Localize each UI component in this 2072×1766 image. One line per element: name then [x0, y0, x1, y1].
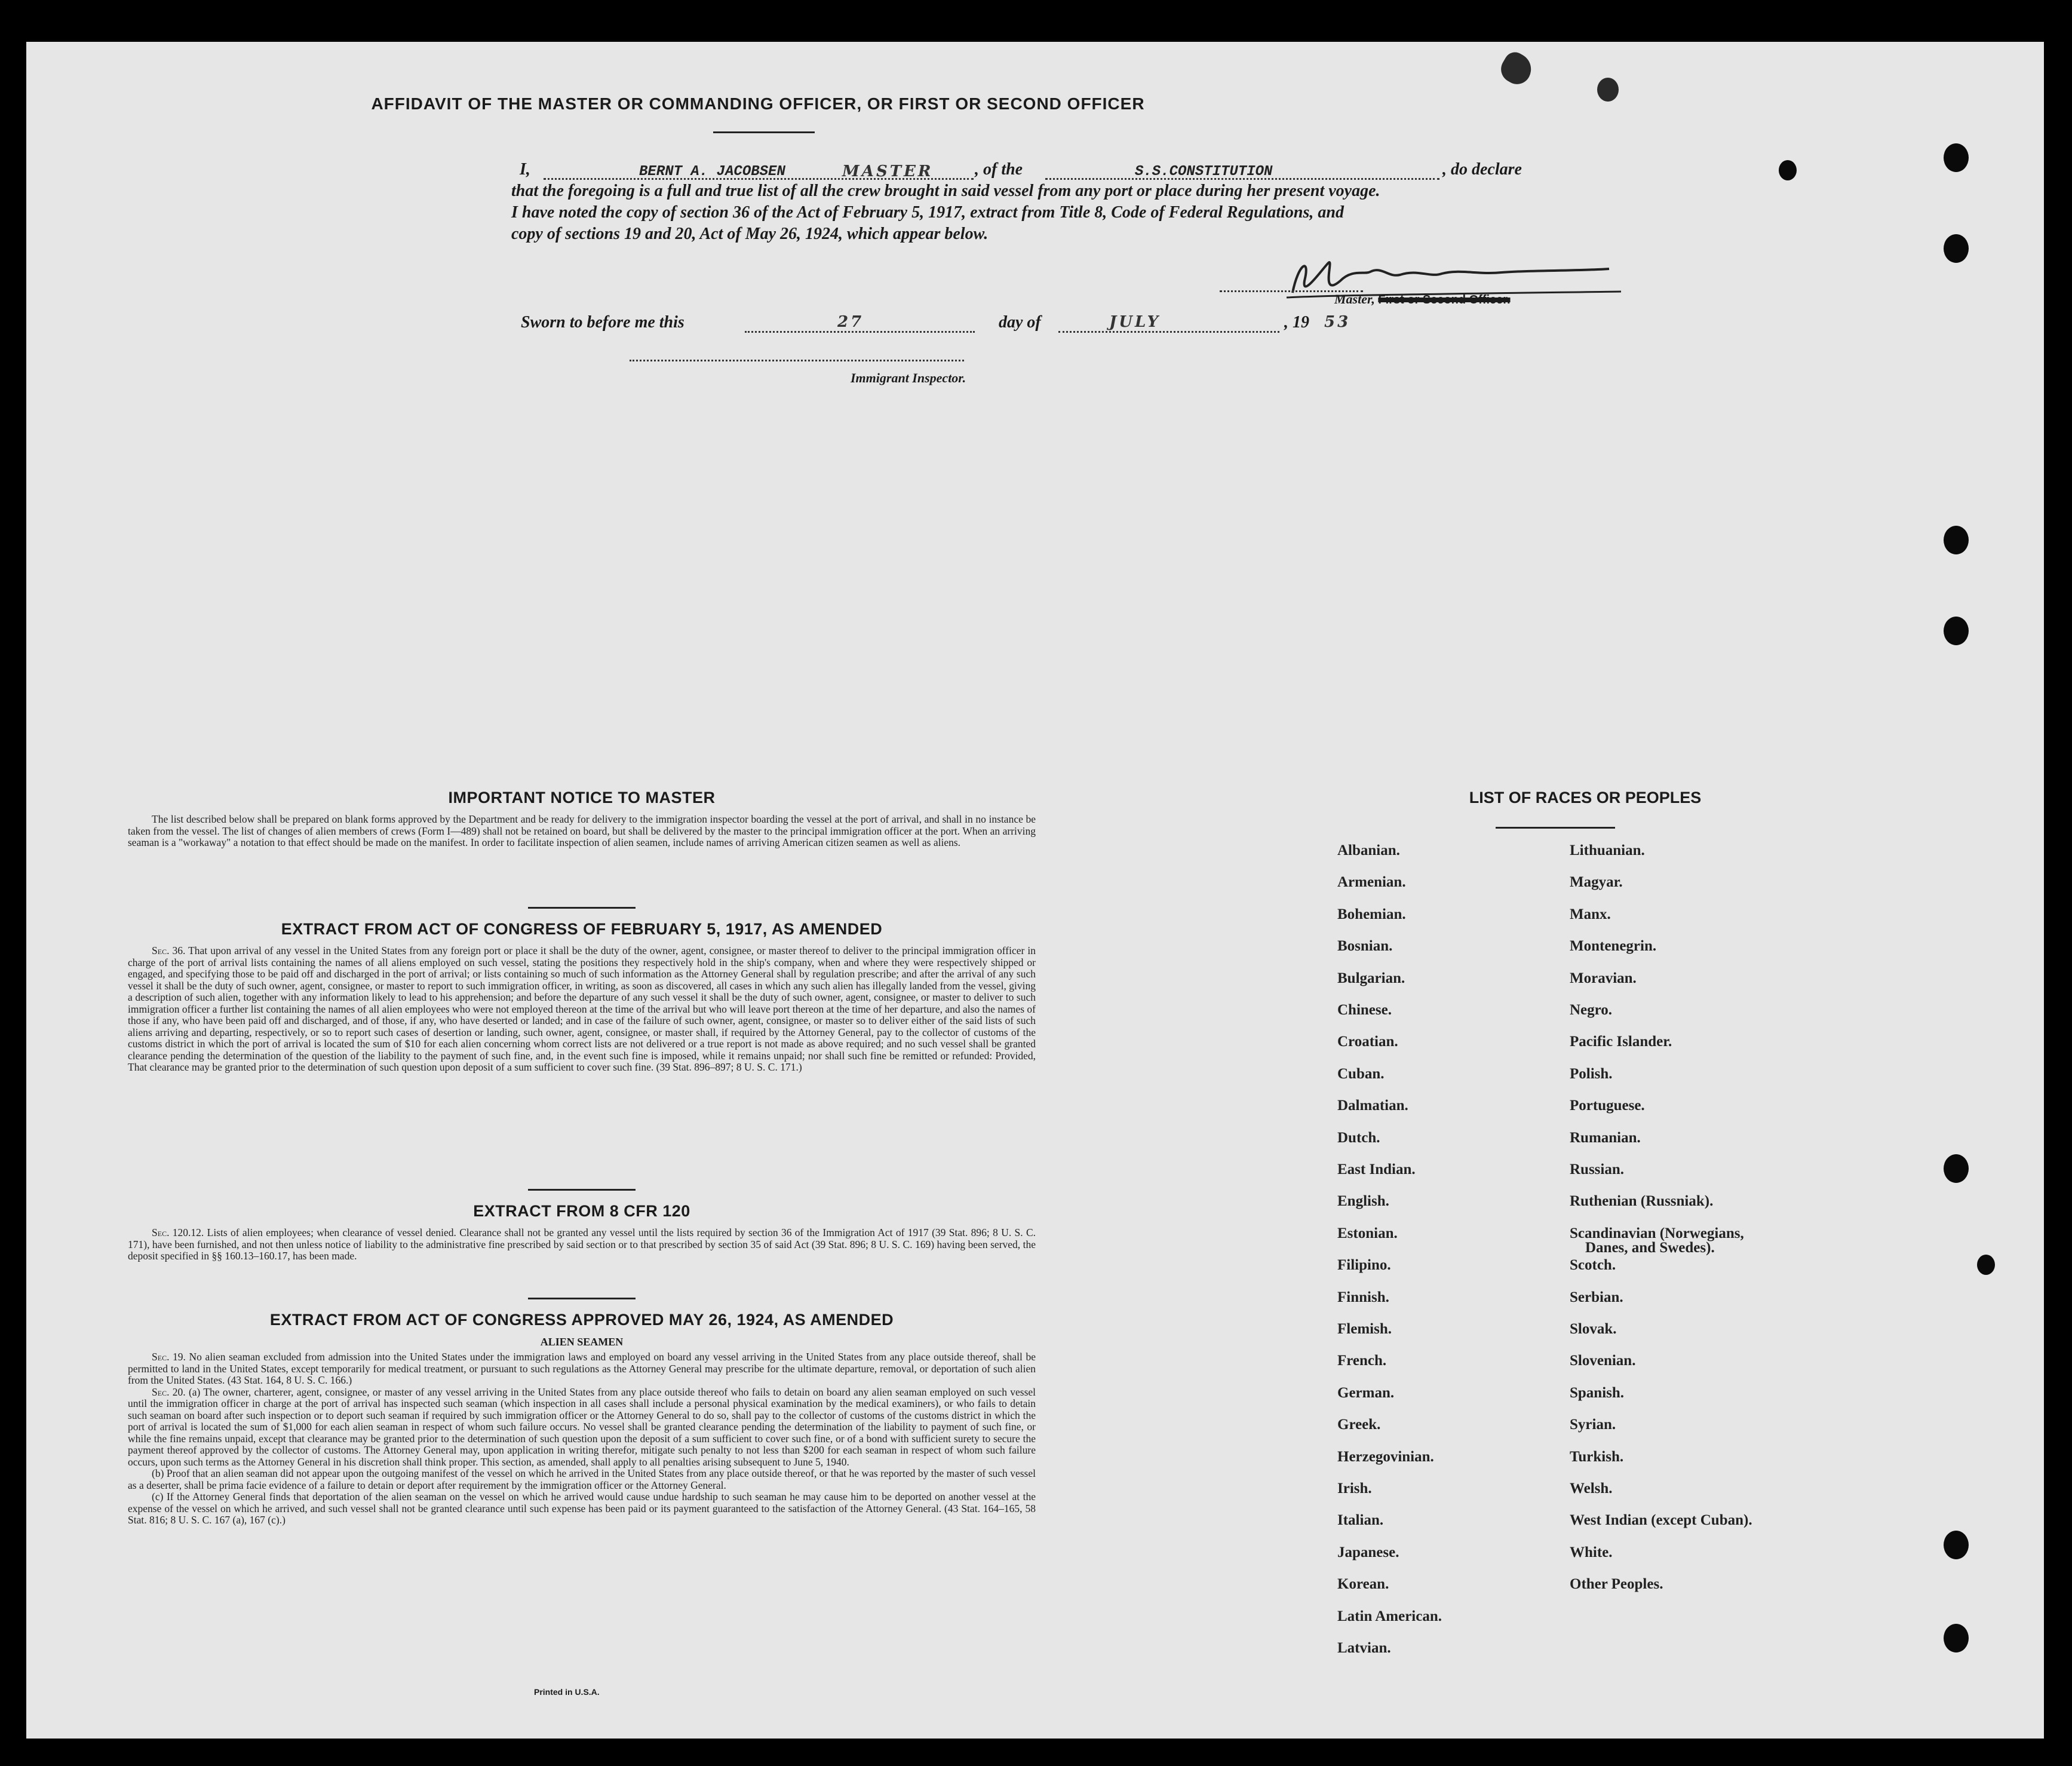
sworn-line: [521, 313, 1477, 337]
declare-line-4: copy of sections 19 and 20, Act of May 26, 1924, which appear below.: [511, 225, 989, 243]
race-item: Magyar.: [1570, 874, 1623, 891]
race-item: Croatian.: [1337, 1034, 1398, 1050]
race-item: Other Peoples.: [1570, 1576, 1663, 1593]
signature-role: [1334, 292, 1511, 307]
sec36-paragraph: [128, 945, 1036, 1074]
race-item: Scandinavian (Norwegians,: [1570, 1225, 1744, 1241]
sec20b-paragraph: (b) Proof that an alien seaman did not appear upon the outgoing manifest of the vessel on which he arrived in the United States from any place outside thereof, or that he was reported by the master of such vessel as a deserter, shall be prima facie evidence of a failure to detain or deport after requirement by the immigration officer or the Attorney General.: [128, 1467, 1036, 1491]
declarant-name: BERNT A. JACOBSEN: [639, 164, 785, 180]
punch-hole: [1944, 617, 1969, 645]
race-item: Welsh.: [1570, 1480, 1613, 1497]
race-item: Lithuanian.: [1570, 842, 1645, 859]
races-right-column: [1570, 842, 1904, 1727]
race-item: Italian.: [1337, 1512, 1384, 1529]
notice-text: [128, 814, 1036, 849]
section-divider: [528, 1298, 636, 1299]
sec19-paragraph: [128, 1351, 1036, 1387]
punch-hole: [1779, 160, 1797, 180]
race-item: French.: [1337, 1353, 1387, 1369]
affidavit-title: AFFIDAVIT OF THE MASTER OR COMMANDING OFFICER, OR FIRST OR SECOND OFFICER: [371, 94, 1145, 113]
race-item: Korean.: [1337, 1576, 1389, 1593]
day-of-label: day of: [999, 313, 1041, 332]
race-item: Slovenian.: [1570, 1353, 1636, 1369]
race-item: Estonian.: [1337, 1225, 1398, 1241]
section-divider: [528, 1189, 636, 1191]
race-item: Turkish.: [1570, 1448, 1624, 1465]
sec120-paragraph: [128, 1227, 1036, 1262]
of-the-label: , of the: [975, 160, 1023, 179]
sworn-day: 27: [837, 313, 864, 331]
sec20-label: Sec. 20.: [152, 1385, 186, 1398]
race-item: West Indian (except Cuban).: [1570, 1512, 1752, 1529]
punch-hole: [1944, 234, 1969, 263]
race-item: East Indian.: [1337, 1161, 1416, 1178]
sworn-month: JULY: [1109, 313, 1161, 331]
notice-title: IMPORTANT NOTICE TO MASTER: [448, 789, 716, 807]
smudge-mark: [1496, 48, 1537, 89]
inspector-label: Immigrant Inspector.: [851, 370, 966, 385]
day-field-dots: [745, 331, 975, 333]
race-item: Rumanian.: [1570, 1129, 1641, 1146]
race-item: English.: [1337, 1193, 1389, 1210]
race-item: Japanese.: [1337, 1544, 1399, 1560]
race-item: Herzegovinian.: [1337, 1448, 1434, 1465]
sec20c-paragraph: (c) If the Attorney General finds that deportation of the alien seaman on the vessel on which he arrived would cause undue hardship to such seaman he may cause him to be deported on another vessel at the expense of the vessel on which he arrived, and such vessel shall not be granted clearance until such expense has been paid or its payment guaranteed to the satisfaction of the Attorney General. (43 Stat. 164–165, 58 Stat. 816; 8 U. S. C. 167 (a), 167 (c).): [128, 1491, 1036, 1526]
race-item: Ruthenian (Russniak).: [1570, 1193, 1714, 1210]
title-underline: [713, 131, 815, 133]
extract-1924-title: EXTRACT FROM ACT OF CONGRESS APPROVED MAY 26, 1924, AS AMENDED: [269, 1311, 894, 1329]
race-item: Pacific Islander.: [1570, 1034, 1672, 1050]
race-item: Latin American.: [1337, 1608, 1442, 1624]
races-title: LIST OF RACES OR PEOPLES: [1469, 789, 1702, 807]
punch-hole: [1944, 1624, 1969, 1652]
extract-1917-title: EXTRACT FROM ACT OF CONGRESS OF FEBRUARY 5, 1917, AS AMENDED: [281, 920, 883, 938]
race-item: Filipino.: [1337, 1257, 1391, 1274]
signature-role-struck: First or Second Officer.: [1378, 293, 1511, 306]
declarant-rank: MASTER: [842, 163, 934, 180]
punch-hole: [1944, 526, 1969, 554]
alien-seamen-subtitle: ALIEN SEAMEN: [540, 1336, 624, 1348]
inspector-signature-line: [630, 360, 964, 361]
race-item: Armenian.: [1337, 874, 1406, 891]
extract-cfr-text: [128, 1227, 1036, 1262]
race-item: Portuguese.: [1570, 1097, 1645, 1114]
declare-line-2: that the foregoing is a full and true list of all the crew brought in said vessel from any port or place during her present voyage.: [511, 182, 1380, 200]
sec19-text: No alien seaman excluded from admission into the United States under the immigration laws and employed on board any vessel arriving in the United States from any place outside thereof, shall be permitted to land in the United States, except temporarily for medical treatment, or pursuant to such regulations as the Attorney General may prescribe for the ultimate departure, removal, or deportation of such alien from the United States. (43 Stat. 164, 8 U. S. C. 166.): [128, 1351, 1036, 1386]
extract-1917-text: [128, 945, 1036, 1074]
smudge-mark: [1597, 78, 1619, 102]
race-item: Montenegrin.: [1570, 938, 1657, 955]
sec20a-text: (a) The owner, charterer, agent, consignee, or master of any vessel arriving in the United States from any place outside thereof who fails to detain on board any alien seaman employed on such vessel until the immigration officer in charge at the port of arrival has inspected such seaman (which inspection in all cases shall include a personal physical examination by the medical examiners), or who fails to detain such seaman on board after such inspection or to deport such seaman if required by such immigration officer or the Attorney General to do so, shall pay to the collector of customs of the customs district in which the port of arrival is located the sum of $1,000 for each alien seaman in respect of whom such failure occurs. No vessel shall be granted clearance pending the determination of the liability to payment of such fine, or while the fine remains unpaid, except that clearance may be granted prior to the determination of such question upon the deposit of a sum sufficient to cover such fine, or of a bond with sufficient surety to secure the payment thereof approved by the collector of customs. The Attorney General may, upon application in writing therefor, mitigate such penalty to not less than $200 for each seaman in respect of whom such failure occurs, upon such terms as the Attorney General in his discretion shall think proper. This section, as amended, shall apply to all penalties arising subsequent to June 5, 1940.: [128, 1385, 1036, 1468]
punch-hole: [1977, 1255, 1995, 1275]
race-item: Bosnian.: [1337, 938, 1393, 955]
printed-in-usa: Printed in U.S.A.: [534, 1687, 600, 1697]
document-page: [26, 42, 2044, 1739]
do-declare-label: , do declare: [1442, 160, 1522, 179]
extract-1924-text: [128, 1351, 1036, 1526]
declare-line-3: I have noted the copy of section 36 of the Act of February 5, 1917, extract from Title 8, Code of Federal Regulations, and: [511, 203, 1344, 222]
sworn-year: 53: [1324, 313, 1351, 331]
month-field-dots: [1058, 331, 1279, 333]
race-item: Russian.: [1570, 1161, 1625, 1178]
race-item: Dutch.: [1337, 1129, 1380, 1146]
punch-hole: [1944, 143, 1969, 172]
sec36-text: That upon arrival of any vessel in the United States from any foreign port or place it shall be the duty of the owner, agent, consignee, or master thereof to deliver to the principal immigration officer in charge of the port of arrival lists containing the names of all aliens employed on such vessel, stating the positions they respectively hold in the ship's company, when and where they were respectively shipped or engaged, and specifying those to be paid off and discharged in the port of arrival; or lists containing so much of such information as the Attorney General shall by regulation prescribe; and after the arrival of any such vessel it shall be the duty of such owner, agent, consignee, or master to report to such immigration officer, in writing, as soon as discovered, all cases in which any such alien has illegally landed from the vessel, giving a description of such alien, together with any information likely to lead to his apprehension; and before the departure of any such vessel it shall be the duty of such owner, agent, consignee, or master to deliver to such immigration officer a further list containing the names of all alien employees who were not employed thereon at the time of the arrival but who will leave port thereon at the time of her departure, and also the names of those if any, who have been paid off and discharged, and of those, if any, who have deserted or landed; and in case of the failure of such owner, agent, consignee, or master so to deliver either of the said lists of such aliens arriving and departing, respectively, or so to report such cases of desertion or landing, such owner, agent, consignee, or master shall, if required by the Attorney General, pay to the collector of customs of the customs district in which the port of arrival is located the sum of $10 for each alien concerning whom correct lists are not delivered or a true report is not made as above required; and no such vessel shall be granted clearance pending the determination of the question of the liability to the payment of such fine, and, in the event such fine is imposed, while it remains unpaid; nor shall such fine be remitted or refunded: Provided, That clearance may be granted prior to the determination of such question upon deposit of a sum sufficient to cover such fine. (39 Stat. 896–897; 8 U. S. C. 171.): [128, 945, 1036, 1073]
left-column: [116, 789, 1048, 1721]
race-item: Slovak.: [1570, 1321, 1617, 1337]
race-item: Danes, and Swedes).: [1585, 1239, 1715, 1256]
signature-role-master: Master,: [1334, 292, 1375, 306]
race-item: Serbian.: [1570, 1289, 1623, 1305]
sec20a-paragraph: [128, 1387, 1036, 1468]
race-item: Albanian.: [1337, 842, 1400, 859]
race-item: Scotch.: [1570, 1257, 1616, 1274]
punch-hole: [1944, 1154, 1969, 1183]
race-item: White.: [1570, 1544, 1613, 1560]
races-title-underline: [1496, 827, 1615, 829]
sec36-label: Sec. 36.: [152, 945, 186, 956]
race-item: Bulgarian.: [1337, 970, 1405, 986]
race-item: Polish.: [1570, 1065, 1613, 1082]
extract-cfr-title: EXTRACT FROM 8 CFR 120: [473, 1202, 690, 1220]
declarant-prefix: I,: [520, 160, 530, 179]
year-prefix: , 19: [1284, 313, 1309, 332]
declare-line-1: [520, 160, 1625, 184]
race-item: Cuban.: [1337, 1065, 1385, 1082]
race-item: Bohemian.: [1337, 906, 1406, 922]
sec120-text: Lists of alien employees; when clearance of vessel denied. Clearance shall not be granted any vessel until the lists required by section 36 of the Immigration Act of 1917 (39 Stat. 896; 8 U. S. C. 171), have been furnished, and not then unless notice of liability to the administrative fine prescribed by said section or to that prescribed by section 35 of said Act (39 Stat. 896; 8 U. S. C. 169) having been served, the deposit specified in §§ 160.13–160.17, has been made.: [128, 1227, 1036, 1262]
race-item: Greek.: [1337, 1417, 1381, 1433]
race-item: Finnish.: [1337, 1289, 1389, 1305]
race-item: Spanish.: [1570, 1384, 1625, 1401]
race-item: Dalmatian.: [1337, 1097, 1408, 1114]
race-item: Latvian.: [1337, 1640, 1391, 1656]
sec19-label: Sec. 19.: [152, 1351, 186, 1363]
race-item: Moravian.: [1570, 970, 1637, 986]
notice-paragraph: The list described below shall be prepared on blank forms approved by the Department and be ready for delivery to the immigration inspector boarding the vessel at the port of arrival, and shall in no instance be taken from the vessel. The list of changes of alien members of crews (Form I—489) shall not be retained on board, but shall be delivered by the master to the principal immigration officer at the port. When an arriving seaman is a "workaway" a notation to that effect should be made on the manifest. In order to facilitate inspection of alien seamen, include names of arriving American citizen seamen as well as aliens.: [128, 813, 1036, 848]
race-item: Manx.: [1570, 906, 1611, 922]
vessel-name: S.S.CONSTITUTION: [1135, 164, 1273, 180]
punch-hole: [1944, 1531, 1969, 1559]
race-item: Irish.: [1337, 1480, 1372, 1497]
race-item: German.: [1337, 1384, 1395, 1401]
race-item: Chinese.: [1337, 1002, 1392, 1018]
race-item: Negro.: [1570, 1002, 1613, 1018]
sec120-label: Sec. 120.12.: [152, 1227, 204, 1238]
race-item: Flemish.: [1337, 1321, 1392, 1337]
race-item: Syrian.: [1570, 1417, 1616, 1433]
section-divider: [528, 907, 636, 909]
sworn-label: Sworn to before me this: [521, 313, 684, 332]
races-left-column: [1337, 842, 1564, 1727]
